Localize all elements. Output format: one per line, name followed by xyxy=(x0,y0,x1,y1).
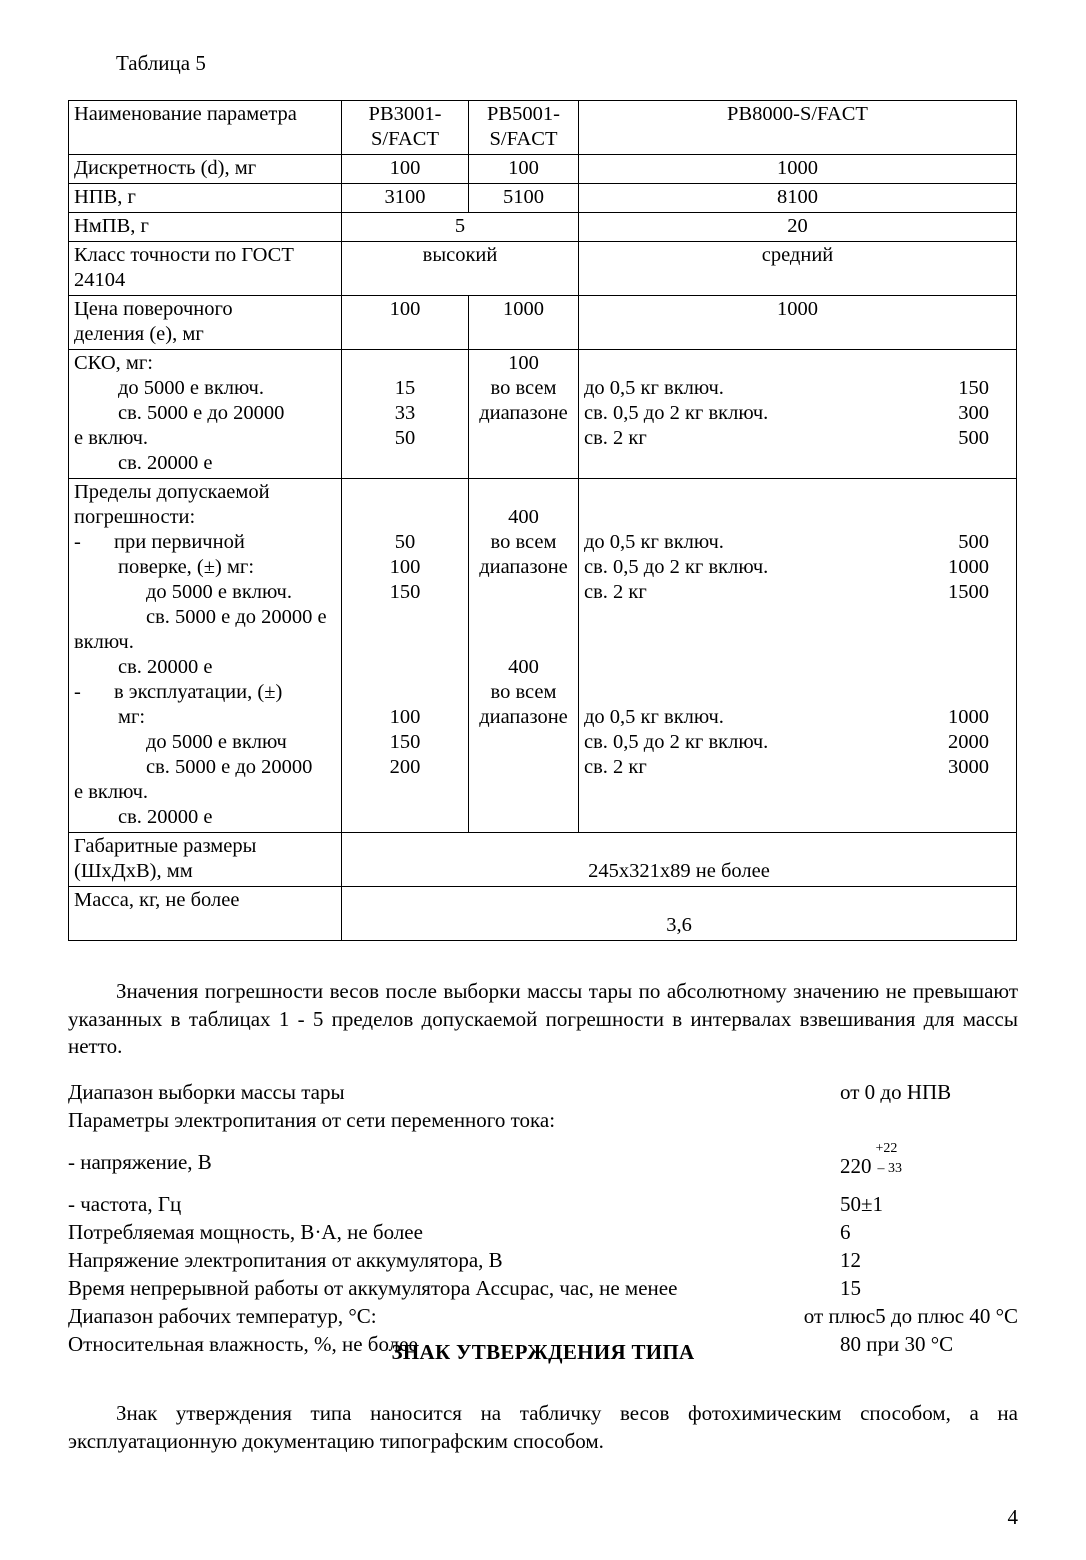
table-row xyxy=(69,833,1017,887)
row-nmpv-rv8000: 20 xyxy=(579,213,1017,242)
spec-value-temperature-range: от плюс5 до плюс 40 °С xyxy=(803,1304,1018,1328)
row-error-limits-primary-line4: св. 5000 е до 20000 е xyxy=(146,606,327,628)
bullet-dash: - xyxy=(74,681,81,703)
row-verification-division-rv5001: 1000 xyxy=(469,296,579,350)
row-mass-value-text: 3,6 xyxy=(666,914,692,936)
row-error-limits-title2: погрешности: xyxy=(74,506,196,528)
page-number: 4 xyxy=(1007,1505,1018,1529)
row-error-limits-title1: Пределы допускаемой xyxy=(74,481,270,503)
spacer xyxy=(347,605,463,630)
row-sko-line2: св. 5000 е до 20000 xyxy=(118,402,285,424)
header-rv3001 xyxy=(342,101,469,155)
row-sko-rv8000-label-3: св. 2 кг xyxy=(584,427,647,449)
row-error-limits-rv5001 xyxy=(469,479,579,833)
row-accuracy-class-merged: высокий xyxy=(342,242,579,296)
row-error-limits-operation-rv5001-line2: диапазоне xyxy=(479,706,568,728)
spec-label-frequency: - частота, Гц xyxy=(68,1192,182,1216)
header-param: Наименование параметра xyxy=(69,101,342,155)
row-error-limits-primary-rv8000-value-1: 500 xyxy=(958,531,989,553)
row-error-limits-primary-rv8000-label-2: св. 0,5 до 2 кг включ. xyxy=(584,556,769,578)
spec-value-voltage-number: 220 xyxy=(840,1153,872,1178)
spec-value-voltage xyxy=(840,1140,918,1180)
row-error-limits-operation-rv8000-value-1: 1000 xyxy=(948,706,989,728)
spec-value-tare-range: от 0 до НПВ xyxy=(840,1080,952,1104)
table-row xyxy=(69,296,1017,350)
row-error-limits-rv8000 xyxy=(579,479,1017,833)
table-row xyxy=(69,350,1017,479)
table-row xyxy=(69,184,1017,213)
spec-row-power-consumption xyxy=(68,1218,1018,1246)
row-dimensions-label-line1: Габаритные размеры xyxy=(74,835,257,857)
row-error-limits-primary-rv5001-title: 400 xyxy=(508,506,539,528)
header-rv5001 xyxy=(469,101,579,155)
spacer xyxy=(584,505,1011,530)
row-error-limits-primary-rv3001-v1: 50 xyxy=(394,531,416,553)
row-sko-rv3001-v1: 15 xyxy=(394,377,416,399)
spacer xyxy=(584,655,1011,680)
row-error-limits-primary-line3: до 5000 е включ. xyxy=(146,581,292,603)
spacer xyxy=(584,351,1011,376)
spacer xyxy=(584,680,1011,705)
row-dimensions-value-text: 245х321х89 не более xyxy=(588,860,770,882)
spec-label-battery-voltage: Напряжение электропитания от аккумулятора, В xyxy=(68,1248,503,1272)
row-sko-rv5001-line1: во всем xyxy=(490,377,557,399)
spacer xyxy=(347,630,463,655)
row-error-limits-operation-rv3001-v1: 100 xyxy=(389,706,421,728)
row-sko-rv8000-item xyxy=(584,401,1011,426)
row-verification-division-label xyxy=(69,296,342,350)
spacer xyxy=(584,480,1011,505)
row-error-limits-operation-rv8000-label-3: св. 2 кг xyxy=(584,756,647,778)
row-sko-line4: св. 20000 е xyxy=(118,452,213,474)
row-sko-rv8000-item xyxy=(584,376,1011,401)
row-error-limits-rv3001 xyxy=(342,479,469,833)
row-dimensions-label-line2: (ШхДхВ), мм xyxy=(74,860,193,882)
spec-label-temperature-range: Диапазон рабочих температур, °С: xyxy=(68,1304,377,1328)
row-error-limits-operation-rv3001-v2: 150 xyxy=(389,731,421,753)
spacer xyxy=(474,630,573,655)
row-sko-title: СКО, мг: xyxy=(74,352,153,374)
row-sko-line1: до 5000 е включ. xyxy=(118,377,264,399)
row-error-limits-primary-rv8000-item xyxy=(584,555,1011,580)
spacer xyxy=(347,680,463,705)
row-error-limits-primary-line6: св. 20000 е xyxy=(118,656,213,678)
row-error-limits-primary-line2: поверке, (±) мг: xyxy=(118,556,255,578)
row-sko-rv3001-v3: 50 xyxy=(394,427,416,449)
table-row xyxy=(69,887,1017,941)
section-paragraph: Знак утверждения типа наносится на табличку весов фотохимическим способом, а на эксплуатационную документацию типографским способом. xyxy=(68,1401,1018,1453)
row-dimensions-value xyxy=(342,833,1017,887)
row-verification-division-rv3001: 100 xyxy=(342,296,469,350)
row-error-limits-operation-line1: в эксплуатации, (±) xyxy=(114,681,283,703)
row-sko-rv5001-title: 100 xyxy=(508,352,539,374)
spacer xyxy=(584,630,1011,655)
row-error-limits-primary-rv8000-label-3: св. 2 кг xyxy=(584,581,647,603)
spec-label-power-consumption: Потребляемая мощность, В·А, не более xyxy=(68,1220,423,1244)
spec-value-frequency: 50±1 xyxy=(840,1192,884,1216)
spec-row-power-params xyxy=(68,1106,1018,1134)
spacer xyxy=(347,655,463,680)
row-sko-rv3001 xyxy=(342,350,469,479)
row-accuracy-class-rv8000: средний xyxy=(579,242,1017,296)
table-row xyxy=(69,213,1017,242)
row-error-limits-primary-rv8000-item xyxy=(584,530,1011,555)
spec-row-voltage xyxy=(68,1134,1018,1190)
header-rv3001-line2: S/FACT xyxy=(371,128,439,150)
table-header-row xyxy=(69,101,1017,155)
row-error-limits-operation-rv5001-title: 400 xyxy=(508,656,539,678)
row-sko-rv8000-value-2: 300 xyxy=(958,402,989,424)
row-error-limits-primary-rv3001-v3: 150 xyxy=(389,581,421,603)
row-error-limits-operation-rv8000-item xyxy=(584,755,1011,780)
row-error-limits-primary-rv8000-item xyxy=(584,580,1011,605)
spacer xyxy=(474,580,573,605)
row-sko-rv8000-value-3: 500 xyxy=(958,427,989,449)
row-discreteness-rv5001: 100 xyxy=(469,155,579,184)
row-sko-rv8000-label-1: до 0,5 кг включ. xyxy=(584,377,724,399)
header-rv8000: РВ8000-S/FACT xyxy=(579,101,1017,155)
table-row xyxy=(69,479,1017,833)
voltage-tolerance xyxy=(875,1140,918,1176)
row-dimensions-label xyxy=(69,833,342,887)
row-accuracy-class-label-line2: 24104 xyxy=(74,269,126,291)
row-sko-line3: е включ. xyxy=(74,427,149,449)
spacer xyxy=(347,834,1011,859)
voltage-tolerance-upper: +22 xyxy=(875,1140,898,1156)
row-error-limits-primary-rv8000-value-2: 1000 xyxy=(948,556,989,578)
row-error-limits-operation-line2: мг: xyxy=(118,706,146,728)
row-error-limits-operation-line5: е включ. xyxy=(74,781,149,803)
row-sko-label xyxy=(69,350,342,479)
row-nmpv-label: НмПВ, г xyxy=(69,213,342,242)
spec-label-battery-runtime: Время непрерывной работы от аккумулятора Accupac, час, не менее xyxy=(68,1276,678,1300)
row-accuracy-class-label xyxy=(69,242,342,296)
spec-value-power-consumption: 6 xyxy=(840,1220,851,1244)
spec-row-tare-range xyxy=(68,1078,1018,1106)
row-verification-division-rv8000: 1000 xyxy=(579,296,1017,350)
row-error-limits-operation-rv3001-v3: 200 xyxy=(389,756,421,778)
row-discreteness-label: Дискретность (d), мг xyxy=(69,155,342,184)
row-sko-rv5001 xyxy=(469,350,579,479)
voltage-tolerance-lower: – 33 xyxy=(877,1160,902,1176)
spec-row-temperature-range xyxy=(68,1302,1018,1330)
row-error-limits-operation-line6: св. 20000 е xyxy=(118,806,213,828)
row-error-limits-primary-bullet xyxy=(74,530,336,555)
row-error-limits-operation-rv8000-value-3: 3000 xyxy=(948,756,989,778)
row-error-limits-operation-bullet xyxy=(74,680,336,705)
spacer xyxy=(474,480,573,505)
row-error-limits-primary-rv5001-line1: во всем xyxy=(490,531,557,553)
row-mass-value xyxy=(342,887,1017,941)
note-paragraph: Значения погрешности весов после выборки массы тары по абсолютному значению не превышают указанных в таблицах 1 - 5 пределов допускаемой погрешности в интервалах взвешивания для массы нетто. xyxy=(68,979,1018,1058)
row-error-limits-operation-rv8000-item xyxy=(584,730,1011,755)
header-rv3001-line1: РВ3001- xyxy=(368,103,442,125)
spec-row-battery-runtime xyxy=(68,1274,1018,1302)
spec-value-humidity: 80 при 30 °С xyxy=(840,1332,954,1356)
row-npv-rv5001: 5100 xyxy=(469,184,579,213)
spacer xyxy=(347,480,463,505)
row-nmpv-merged: 5 xyxy=(342,213,579,242)
row-sko-rv8000-item xyxy=(584,426,1011,451)
row-error-limits-label xyxy=(69,479,342,833)
table-row xyxy=(69,242,1017,296)
row-error-limits-operation-rv8000-value-2: 2000 xyxy=(948,731,989,753)
spec-value-battery-runtime: 15 xyxy=(840,1276,861,1300)
row-error-limits-operation-rv8000-item xyxy=(584,705,1011,730)
spec-label-tare-range: Диапазон выборки массы тары xyxy=(68,1080,345,1104)
spec-label-humidity: Относительная влажность, %, не более xyxy=(68,1332,418,1356)
spacer xyxy=(347,888,1011,913)
row-sko-rv3001-v2: 33 xyxy=(394,402,416,424)
row-npv-label: НПВ, г xyxy=(69,184,342,213)
row-sko-rv8000 xyxy=(579,350,1017,479)
header-rv5001-line1: РВ5001- xyxy=(487,103,560,125)
row-sko-rv8000-value-1: 150 xyxy=(958,377,989,399)
bullet-dash: - xyxy=(74,531,81,553)
row-error-limits-operation-rv8000-label-1: до 0,5 кг включ. xyxy=(584,706,724,728)
spacer xyxy=(584,605,1011,630)
row-error-limits-operation-line3: до 5000 е включ xyxy=(146,731,287,753)
section-heading: ЗНАК УТВЕРЖДЕНИЯ ТИПА xyxy=(391,1340,695,1364)
row-discreteness-rv8000: 1000 xyxy=(579,155,1017,184)
row-discreteness-rv3001: 100 xyxy=(342,155,469,184)
specification-list xyxy=(68,1078,1018,1358)
row-error-limits-operation-line4: св. 5000 е до 20000 xyxy=(146,756,313,778)
row-npv-rv3001: 3100 xyxy=(342,184,469,213)
row-error-limits-primary-line1: при первичной xyxy=(114,531,245,553)
row-verification-division-label-line1: Цена поверочного xyxy=(74,298,233,320)
row-error-limits-primary-line5: включ. xyxy=(74,631,134,653)
row-error-limits-primary-rv5001-line2: диапазоне xyxy=(479,556,568,578)
spacer xyxy=(347,351,463,376)
spacer xyxy=(474,605,573,630)
table-row xyxy=(69,155,1017,184)
row-mass-label: Масса, кг, не более xyxy=(69,887,342,941)
spec-label-voltage: - напряжение, В xyxy=(68,1150,212,1174)
row-accuracy-class-label-line1: Класс точности по ГОСТ xyxy=(74,244,294,266)
spec-value-battery-voltage: 12 xyxy=(840,1248,861,1272)
table-caption: Таблица 5 xyxy=(116,51,206,75)
specifications-table xyxy=(68,100,1017,941)
spacer xyxy=(347,505,463,530)
row-error-limits-primary-rv3001-v2: 100 xyxy=(389,556,421,578)
spec-label-power-params: Параметры электропитания от сети переменного тока: xyxy=(68,1108,556,1132)
row-error-limits-primary-rv8000-label-1: до 0,5 кг включ. xyxy=(584,531,724,553)
row-error-limits-operation-rv5001-line1: во всем xyxy=(490,681,557,703)
row-sko-rv8000-label-2: св. 0,5 до 2 кг включ. xyxy=(584,402,769,424)
row-error-limits-operation-rv8000-label-2: св. 0,5 до 2 кг включ. xyxy=(584,731,769,753)
row-sko-rv5001-line2: диапазоне xyxy=(479,402,568,424)
row-error-limits-primary-rv8000-value-3: 1500 xyxy=(948,581,989,603)
row-verification-division-label-line2: деления (e), мг xyxy=(74,323,204,345)
header-rv5001-line2: S/FACT xyxy=(489,128,558,150)
row-npv-rv8000: 8100 xyxy=(579,184,1017,213)
spec-row-frequency xyxy=(68,1190,1018,1218)
spec-row-battery-voltage xyxy=(68,1246,1018,1274)
